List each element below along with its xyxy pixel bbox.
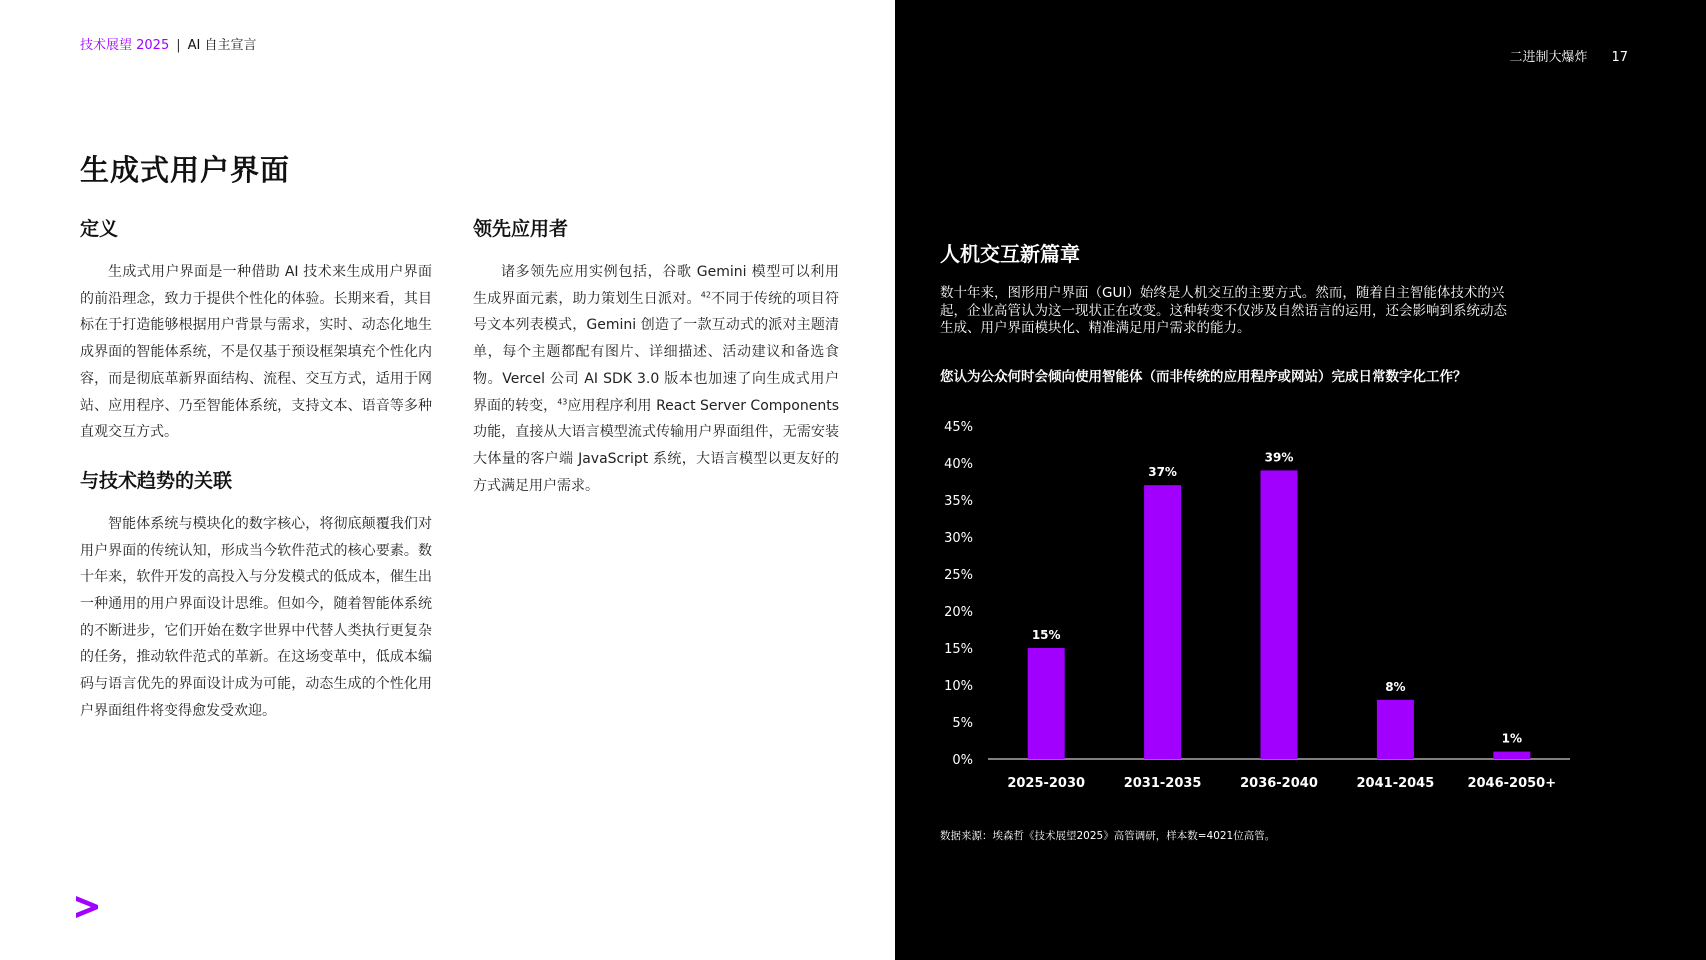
trend-body: 智能体系统与模块化的数字核心，将彻底颠覆我们对用户界面的传统认知，形成当今软件范式的核心要素。数十年来，软件开发的高投入与分发模式的低成本，催生出一种通用的用户界面设计思维。但如今，随着智能体系统的不断进步，它们开始在数字世界中代替人类执行更复杂的任务，推动软件范式的革新。在这场变革中，低成本编码与语言优先的界面设计成为可能，动态生成的个性化用户界面组件将变得愈发受欢迎。 (80, 515, 432, 719)
bar (1377, 700, 1414, 759)
data-source: 数据来源：埃森哲《技术展望2025》高管调研，样本数=4021位高管。 (940, 830, 1276, 842)
y-tick-label: 30% (944, 531, 973, 546)
breadcrumb-separator: | (176, 38, 181, 53)
y-tick-label: 25% (944, 568, 973, 583)
y-tick-label: 20% (944, 605, 973, 620)
survey-question: 您认为公众何时会倾向使用智能体（而非传统的应用程序或网站）完成日常数字化工作？ (940, 369, 1467, 385)
y-tick-label: 0% (952, 753, 973, 768)
x-tick-label: 2031-2035 (1123, 776, 1202, 791)
x-tick-label: 2046-2050+ (1467, 776, 1557, 791)
leaders-text-3: 应用程序利用 React Server Components 功能，直接从大语言模型流式传输用户界面组件，无需安装大体量的客户端 JavaScript 系统，大语言模型以更友好的方式满足用户需求。 (473, 397, 839, 494)
y-tick-label: 5% (952, 716, 973, 731)
y-tick-label: 35% (944, 494, 973, 509)
bar (1493, 752, 1530, 759)
bar (1261, 470, 1298, 759)
trend-heading: 与技术趋势的关联 (80, 469, 233, 492)
leaders-text-2: 不同于传统的项目符号文本列表模式，Gemini 创造了一款互动式的派对主题清单，每个主题都配有图片、详细描述、活动建议和备选食物。Vercel 公司 AI SDK 3.0 版本也加速了向生成式用户界面的转变， (473, 290, 840, 414)
section-label: AI 自主宣言 (187, 38, 257, 53)
y-tick-label: 40% (944, 457, 973, 472)
page-title: 生成式用户界面 (80, 153, 291, 187)
definition-body: 生成式用户界面是一种借助 AI 技术来生成用户界面的前沿理念，致力于提供个性化的体验。长期来看，其目标在于打造能够根据用户背景与需求，实时、动态化地生成界面的智能体系统，不是仅基于预设框架填充个性化内容，而是彻底革新界面结构、流程、交互方式，适用于网站、应用程序、乃至智能体系统，支持文本、语音等多种直观交互方式。 (80, 264, 432, 441)
data-label: 8% (1385, 679, 1406, 694)
leaders-heading: 领先应用者 (473, 218, 569, 240)
leaders-text-1: 诸多领先应用实例包括，谷歌 Gemini 模型可以利用生成界面元素，助力策划生日派对。 (473, 264, 839, 307)
aside-title: 人机交互新篇章 (940, 242, 1080, 266)
aside-intro: 数十年来，图形用户界面（GUI）始终是人机交互的主要方式。然而，随着自主智能体技术的兴起，企业高管认为这一现状正在改变。这种转变不仅涉及自然语言的运用，还会影响到系统动态生成、用户界面模块化、精准满足用户需求的能力。 (940, 285, 1507, 336)
data-label: 15% (1031, 628, 1061, 642)
x-tick-label: 2025-2030 (1007, 776, 1086, 791)
y-tick-label: 10% (944, 679, 973, 694)
x-tick-label: 2041-2045 (1356, 776, 1435, 791)
definition-heading: 定义 (80, 218, 119, 240)
data-label: 1% (1501, 731, 1522, 746)
footnote-ref-43[interactable]: 43 (557, 396, 568, 406)
bar (1028, 648, 1065, 759)
data-label: 39% (1264, 450, 1294, 465)
bar (1144, 485, 1181, 759)
page-number: 17 (1611, 50, 1628, 65)
y-tick-label: 15% (944, 642, 973, 657)
x-tick-label: 2036-2040 (1240, 776, 1318, 791)
data-label: 37% (1148, 465, 1177, 480)
y-tick-label: 45% (944, 420, 973, 435)
brand-label: 技术展望 2025 (80, 38, 170, 53)
footnote-ref-42[interactable]: 42 (700, 290, 711, 300)
chapter-label: 二进制大爆炸 (1509, 50, 1588, 65)
